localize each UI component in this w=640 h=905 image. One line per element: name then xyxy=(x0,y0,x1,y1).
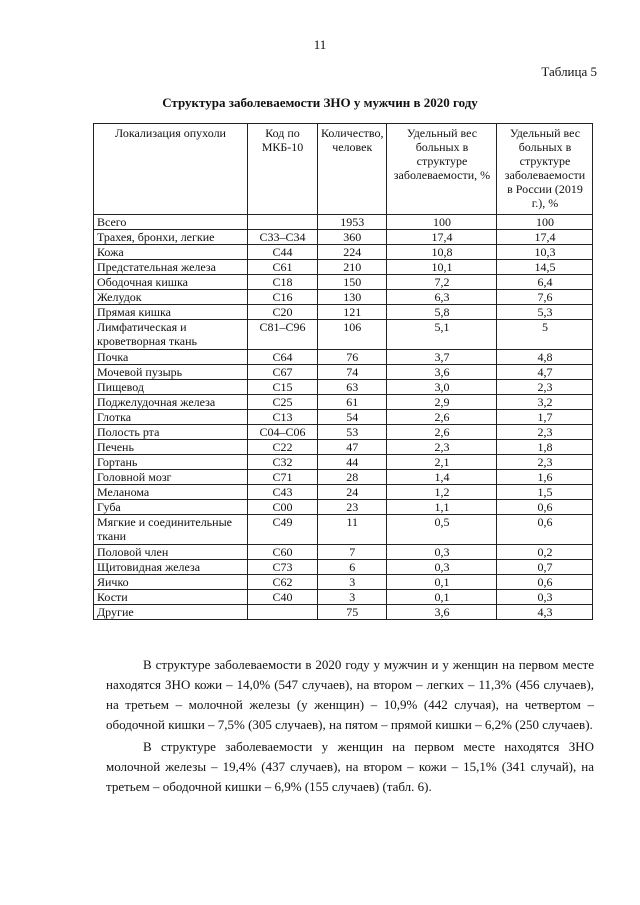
table-row xyxy=(94,305,593,320)
row-localization: Желудок xyxy=(94,290,248,305)
row-count: 74 xyxy=(318,365,387,380)
row-count: 1953 xyxy=(318,215,387,230)
table-row xyxy=(94,320,593,350)
row-share-russia: 1,8 xyxy=(497,440,593,455)
table-row xyxy=(94,230,593,245)
row-share-russia: 2,3 xyxy=(497,455,593,470)
table-row xyxy=(94,245,593,260)
row-share-russia: 4,7 xyxy=(497,365,593,380)
row-count: 224 xyxy=(318,245,387,260)
row-share-russia: 0,7 xyxy=(497,560,593,575)
row-localization: Полость рта xyxy=(94,425,248,440)
row-share: 6,3 xyxy=(387,290,497,305)
row-share: 2,6 xyxy=(387,425,497,440)
table-row xyxy=(94,470,593,485)
row-icd-code: C22 xyxy=(248,440,318,455)
row-icd-code: C32 xyxy=(248,455,318,470)
row-share: 0,3 xyxy=(387,545,497,560)
row-share: 2,1 xyxy=(387,455,497,470)
row-count: 130 xyxy=(318,290,387,305)
row-share-russia: 2,3 xyxy=(497,380,593,395)
row-share-russia: 0,2 xyxy=(497,545,593,560)
header-localization: Локализация опухоли xyxy=(94,124,248,215)
row-share: 3,7 xyxy=(387,350,497,365)
header-share-russia: Удельный вес больных в структуре заболеваемости в России (2019 г.), % xyxy=(497,124,593,215)
row-icd-code: C49 xyxy=(248,515,318,545)
row-share-russia: 0,6 xyxy=(497,500,593,515)
row-count: 360 xyxy=(318,230,387,245)
table-label: Таблица 5 xyxy=(541,64,597,79)
table-row xyxy=(94,560,593,575)
row-icd-code: C62 xyxy=(248,575,318,590)
row-share: 2,6 xyxy=(387,410,497,425)
row-icd-code: C00 xyxy=(248,500,318,515)
row-share: 0,3 xyxy=(387,560,497,575)
table-row xyxy=(94,590,593,605)
row-count: 75 xyxy=(318,605,387,620)
row-share: 5,1 xyxy=(387,320,497,350)
row-icd-code: C71 xyxy=(248,470,318,485)
morbidity-table xyxy=(93,123,593,620)
table-row xyxy=(94,260,593,275)
row-share-russia: 4,8 xyxy=(497,350,593,365)
row-share-russia: 3,2 xyxy=(497,395,593,410)
row-count: 3 xyxy=(318,590,387,605)
table-row xyxy=(94,425,593,440)
row-share-russia: 17,4 xyxy=(497,230,593,245)
row-count: 63 xyxy=(318,380,387,395)
row-share-russia: 1,7 xyxy=(497,410,593,425)
row-localization: Поджелудочная железа xyxy=(94,395,248,410)
row-localization: Кожа xyxy=(94,245,248,260)
row-localization: Мочевой пузырь xyxy=(94,365,248,380)
row-share: 7,2 xyxy=(387,275,497,290)
row-share-russia: 6,4 xyxy=(497,275,593,290)
row-localization: Пищевод xyxy=(94,380,248,395)
row-share: 10,8 xyxy=(387,245,497,260)
row-share-russia: 5,3 xyxy=(497,305,593,320)
row-share-russia: 2,3 xyxy=(497,425,593,440)
row-share-russia: 1,5 xyxy=(497,485,593,500)
header-count: Количество, человек xyxy=(318,124,387,215)
table-row xyxy=(94,605,593,620)
row-share: 3,0 xyxy=(387,380,497,395)
table-row xyxy=(94,500,593,515)
row-icd-code: C13 xyxy=(248,410,318,425)
row-icd-code: C81–C96 xyxy=(248,320,318,350)
table-body xyxy=(94,215,593,620)
table-row xyxy=(94,380,593,395)
row-localization: Почка xyxy=(94,350,248,365)
table-row xyxy=(94,395,593,410)
row-share: 1,1 xyxy=(387,500,497,515)
table-row xyxy=(94,410,593,425)
row-share-russia: 4,3 xyxy=(497,605,593,620)
row-icd-code: C67 xyxy=(248,365,318,380)
table-row xyxy=(94,365,593,380)
row-count: 150 xyxy=(318,275,387,290)
paragraph-2: В структуре заболеваемости у женщин на первом месте находятся ЗНО молочной железы – 19,4% (437 случаев), на втором – кожи – 15,1% (341 случай), на третьем – ободочной кишки – 6,9% (155 случаев) (табл. 6). xyxy=(106,739,594,794)
table-row xyxy=(94,515,593,545)
row-share: 0,5 xyxy=(387,515,497,545)
row-share: 1,4 xyxy=(387,470,497,485)
row-share-russia: 0,3 xyxy=(497,590,593,605)
row-share: 0,1 xyxy=(387,590,497,605)
row-icd-code: C64 xyxy=(248,350,318,365)
row-icd-code: C16 xyxy=(248,290,318,305)
row-count: 24 xyxy=(318,485,387,500)
row-share: 0,1 xyxy=(387,575,497,590)
row-localization: Половой член xyxy=(94,545,248,560)
row-icd-code: C15 xyxy=(248,380,318,395)
row-count: 106 xyxy=(318,320,387,350)
row-icd-code: C73 xyxy=(248,560,318,575)
row-count: 76 xyxy=(318,350,387,365)
row-count: 61 xyxy=(318,395,387,410)
row-localization: Гортань xyxy=(94,455,248,470)
row-localization: Губа xyxy=(94,500,248,515)
row-localization: Яичко xyxy=(94,575,248,590)
header-share: Удельный вес больных в структуре заболеваемости, % xyxy=(387,124,497,215)
row-share: 2,9 xyxy=(387,395,497,410)
row-share-russia: 1,6 xyxy=(497,470,593,485)
row-icd-code xyxy=(248,215,318,230)
row-share: 2,3 xyxy=(387,440,497,455)
row-localization: Печень xyxy=(94,440,248,455)
table-row xyxy=(94,485,593,500)
row-share-russia: 100 xyxy=(497,215,593,230)
table-row xyxy=(94,290,593,305)
row-share-russia: 10,3 xyxy=(497,245,593,260)
row-share-russia: 0,6 xyxy=(497,515,593,545)
table-row xyxy=(94,440,593,455)
row-count: 7 xyxy=(318,545,387,560)
row-localization: Кости xyxy=(94,590,248,605)
row-share: 5,8 xyxy=(387,305,497,320)
row-localization: Меланома xyxy=(94,485,248,500)
row-count: 54 xyxy=(318,410,387,425)
row-localization: Другие xyxy=(94,605,248,620)
row-icd-code: C25 xyxy=(248,395,318,410)
row-localization: Трахея, бронхи, легкие xyxy=(94,230,248,245)
row-icd-code: C18 xyxy=(248,275,318,290)
row-localization: Всего xyxy=(94,215,248,230)
row-localization: Лимфатическая и кроветворная ткань xyxy=(94,320,248,350)
row-icd-code: C60 xyxy=(248,545,318,560)
table-title: Структура заболеваемости ЗНО у мужчин в 2020 году xyxy=(162,95,478,110)
table-row xyxy=(94,350,593,365)
row-icd-code: C40 xyxy=(248,590,318,605)
row-icd-code: C33–C34 xyxy=(248,230,318,245)
row-count: 44 xyxy=(318,455,387,470)
row-localization: Прямая кишка xyxy=(94,305,248,320)
row-count: 6 xyxy=(318,560,387,575)
row-share: 17,4 xyxy=(387,230,497,245)
row-share-russia: 7,6 xyxy=(497,290,593,305)
row-share-russia: 14,5 xyxy=(497,260,593,275)
row-localization: Щитовидная железа xyxy=(94,560,248,575)
row-share: 3,6 xyxy=(387,365,497,380)
row-share: 10,1 xyxy=(387,260,497,275)
row-count: 210 xyxy=(318,260,387,275)
row-count: 3 xyxy=(318,575,387,590)
row-localization: Ободочная кишка xyxy=(94,275,248,290)
paragraph-1: В структуре заболеваемости в 2020 году у мужчин и у женщин на первом месте находятся ЗНО кожи – 14,0% (547 случаев), на втором – легких – 11,3% (456 случаев), на третьем – молочной железы (у женщин) – 10,9% (442 случая), на четвертом – ободочной кишки – 7,5% (305 случаев), на пятом – прямой кишки – 6,2% (250 случаев). xyxy=(106,657,594,732)
row-localization: Головной мозг xyxy=(94,470,248,485)
table-row xyxy=(94,215,593,230)
row-share: 100 xyxy=(387,215,497,230)
row-count: 11 xyxy=(318,515,387,545)
row-localization: Глотка xyxy=(94,410,248,425)
table-row xyxy=(94,545,593,560)
table-row xyxy=(94,575,593,590)
page-number: 11 xyxy=(313,37,327,52)
table-row xyxy=(94,275,593,290)
table-header-row xyxy=(94,124,593,215)
row-share-russia: 5 xyxy=(497,320,593,350)
row-count: 28 xyxy=(318,470,387,485)
row-count: 23 xyxy=(318,500,387,515)
row-share: 1,2 xyxy=(387,485,497,500)
row-icd-code: C61 xyxy=(248,260,318,275)
row-icd-code: C20 xyxy=(248,305,318,320)
row-count: 53 xyxy=(318,425,387,440)
table-row xyxy=(94,455,593,470)
row-icd-code xyxy=(248,605,318,620)
row-localization: Предстательная железа xyxy=(94,260,248,275)
row-count: 47 xyxy=(318,440,387,455)
row-count: 121 xyxy=(318,305,387,320)
row-share: 3,6 xyxy=(387,605,497,620)
row-localization: Мягкие и соединительные ткани xyxy=(94,515,248,545)
header-icd-code: Код по МКБ-10 xyxy=(248,124,318,215)
row-icd-code: C44 xyxy=(248,245,318,260)
row-share-russia: 0,6 xyxy=(497,575,593,590)
row-icd-code: C04–C06 xyxy=(248,425,318,440)
row-icd-code: C43 xyxy=(248,485,318,500)
